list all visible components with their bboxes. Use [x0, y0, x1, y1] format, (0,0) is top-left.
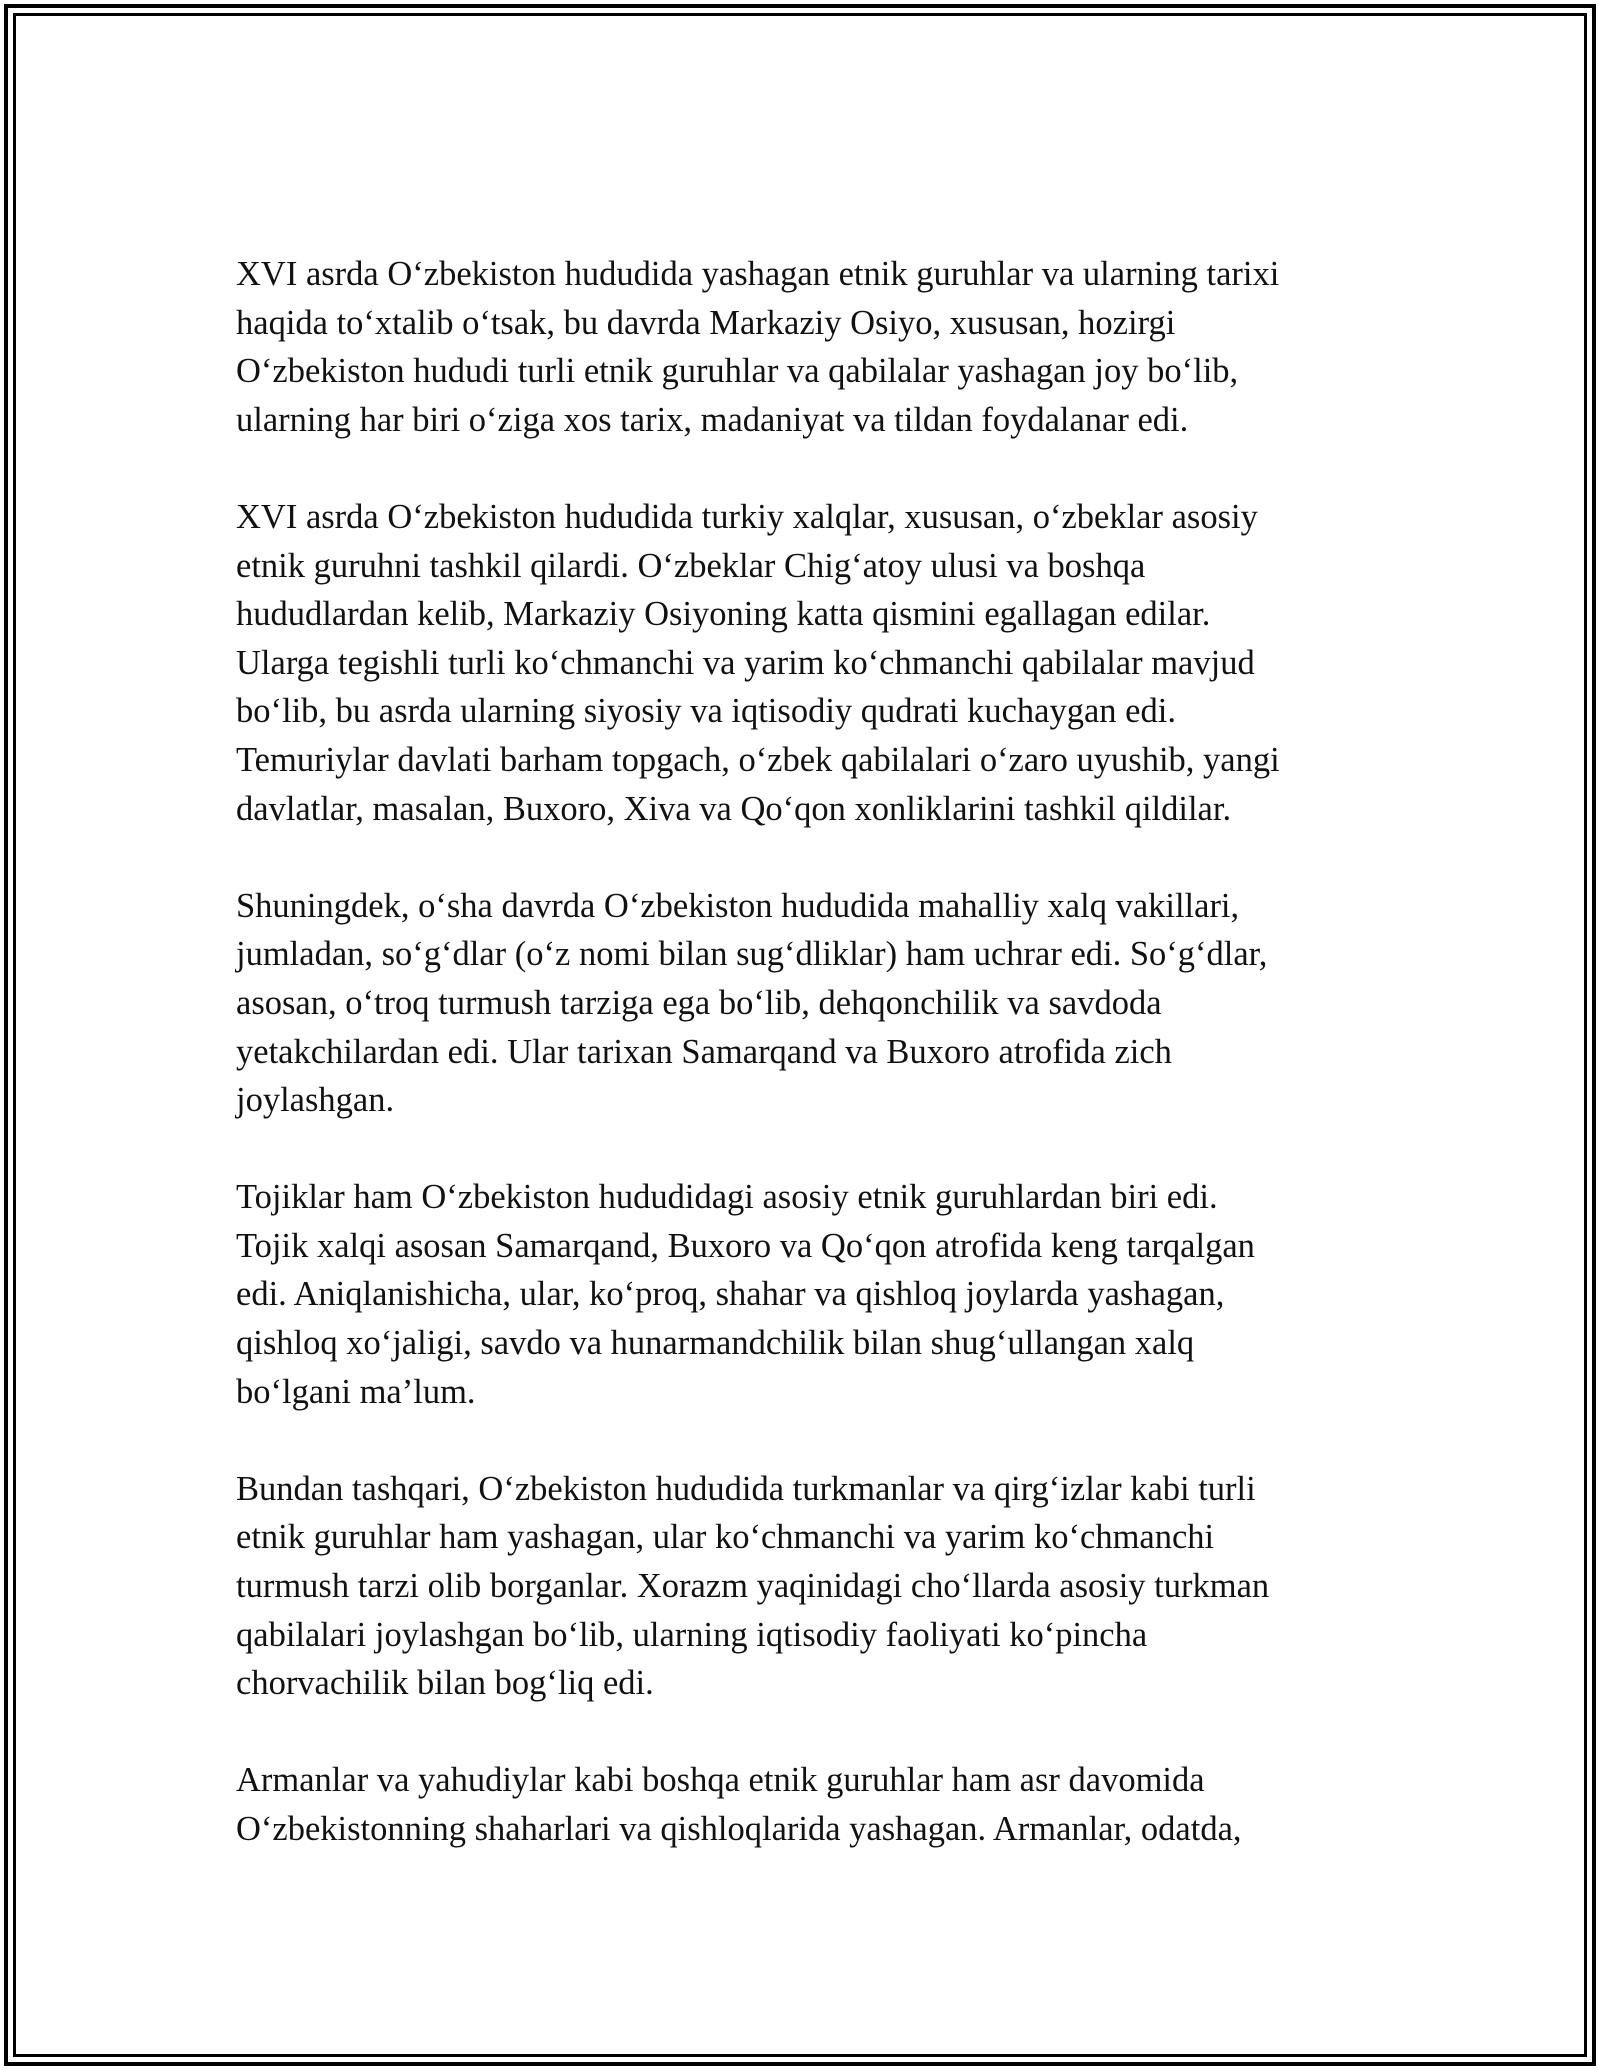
- text-line: etnik guruhlar ham yashagan, ular ko‘chmanchi va yarim ko‘chmanchi: [236, 1518, 1215, 1557]
- paragraph-3: [236, 882, 1366, 1125]
- text-line: bo‘lgani ma’lum.: [236, 1372, 476, 1411]
- text-line: jumladan, so‘g‘dlar (o‘z nomi bilan sug‘dliklar) ham uchrar edi. So‘g‘dlar,: [236, 935, 1268, 974]
- text-line: yetakchilardan edi. Ular tarixan Samarqand va Buxoro atrofida zich: [236, 1032, 1172, 1071]
- text-line: joylashgan.: [236, 1081, 395, 1120]
- text-line: O‘zbekistonning shaharlari va qishloqlarida yashagan. Armanlar, odatda,: [236, 1810, 1242, 1848]
- text-line: Tojik xalqi asosan Samarqand, Buxoro va Qo‘qon atrofida keng tarqalgan: [236, 1226, 1255, 1265]
- text-line: edi. Aniqlanishicha, ular, ko‘proq, shahar va qishloq joylarda yashagan,: [236, 1275, 1225, 1314]
- text-line: asosan, o‘troq turmush tarziga ega bo‘lib, dehqonchilik va savdoda: [236, 983, 1162, 1022]
- paragraph-4: [236, 1173, 1366, 1416]
- text-line: haqida to‘xtalib o‘tsak, bu davrda Markaziy Osiyo, xususan, hozirgi: [236, 303, 1176, 342]
- paragraph-1: [236, 250, 1366, 444]
- text-line: davlatlar, masalan, Buxoro, Xiva va Qo‘qon xonliklarini tashkil qildilar.: [236, 789, 1232, 828]
- text-line: O‘zbekiston hududi turli etnik guruhlar va qabilalar yashagan joy bo‘lib,: [236, 352, 1239, 391]
- text-line: etnik guruhni tashkil qilardi. O‘zbeklar Chig‘atoy ulusi va boshqa: [236, 546, 1146, 585]
- text-line: Shuningdek, o‘sha davrda O‘zbekiston hududida mahalliy xalq vakillari,: [236, 886, 1240, 925]
- text-line: bo‘lib, bu asrda ularning siyosiy va iqtisodiy qudrati kuchaygan edi.: [236, 692, 1176, 731]
- paragraph-5: [236, 1465, 1366, 1708]
- text-line: turmush tarzi olib borganlar. Xorazm yaqinidagi cho‘llarda asosiy turkman: [236, 1567, 1270, 1606]
- text-line: ularning har biri o‘ziga xos tarix, madaniyat va tildan foydalanar edi.: [236, 400, 1189, 439]
- text-line: qabilalari joylashgan bo‘lib, ularning iqtisodiy faoliyati ko‘pincha: [236, 1615, 1148, 1654]
- paragraph-2: [236, 493, 1366, 833]
- text-line: qishloq xo‘jaligi, savdo va hunarmandchilik bilan shug‘ullangan xalq: [236, 1324, 1195, 1363]
- text-line: Bundan tashqari, O‘zbekiston hududida turkmanlar va qirg‘izlar kabi turli: [236, 1469, 1256, 1508]
- text-line: Ularga tegishli turli ko‘chmanchi va yarim ko‘chmanchi qabilalar mavjud: [236, 643, 1255, 682]
- text-line: Armanlar va yahudiylar kabi boshqa etnik guruhlar ham asr davomida: [236, 1761, 1205, 1800]
- text-line: Temuriylar davlati barham topgach, o‘zbek qabilalari o‘zaro uyushib, yangi: [236, 740, 1280, 779]
- text-line: Tojiklar ham O‘zbekiston hududidagi asosiy etnik guruhlardan biri edi.: [236, 1178, 1218, 1217]
- text-line: XVI asrda O‘zbekiston hududida turkiy xalqlar, xususan, o‘zbeklar asosiy: [236, 497, 1258, 536]
- paragraph-6: [236, 1756, 1366, 1853]
- document-body: [236, 250, 1366, 1902]
- text-line: chorvachilik bilan bog‘liq edi.: [236, 1664, 654, 1703]
- text-line: XVI asrda O‘zbekiston hududida yashagan etnik guruhlar va ularning tarixi: [236, 255, 1280, 293]
- text-line: hududlardan kelib, Markaziy Osiyoning katta qismini egallagan edilar.: [236, 595, 1211, 634]
